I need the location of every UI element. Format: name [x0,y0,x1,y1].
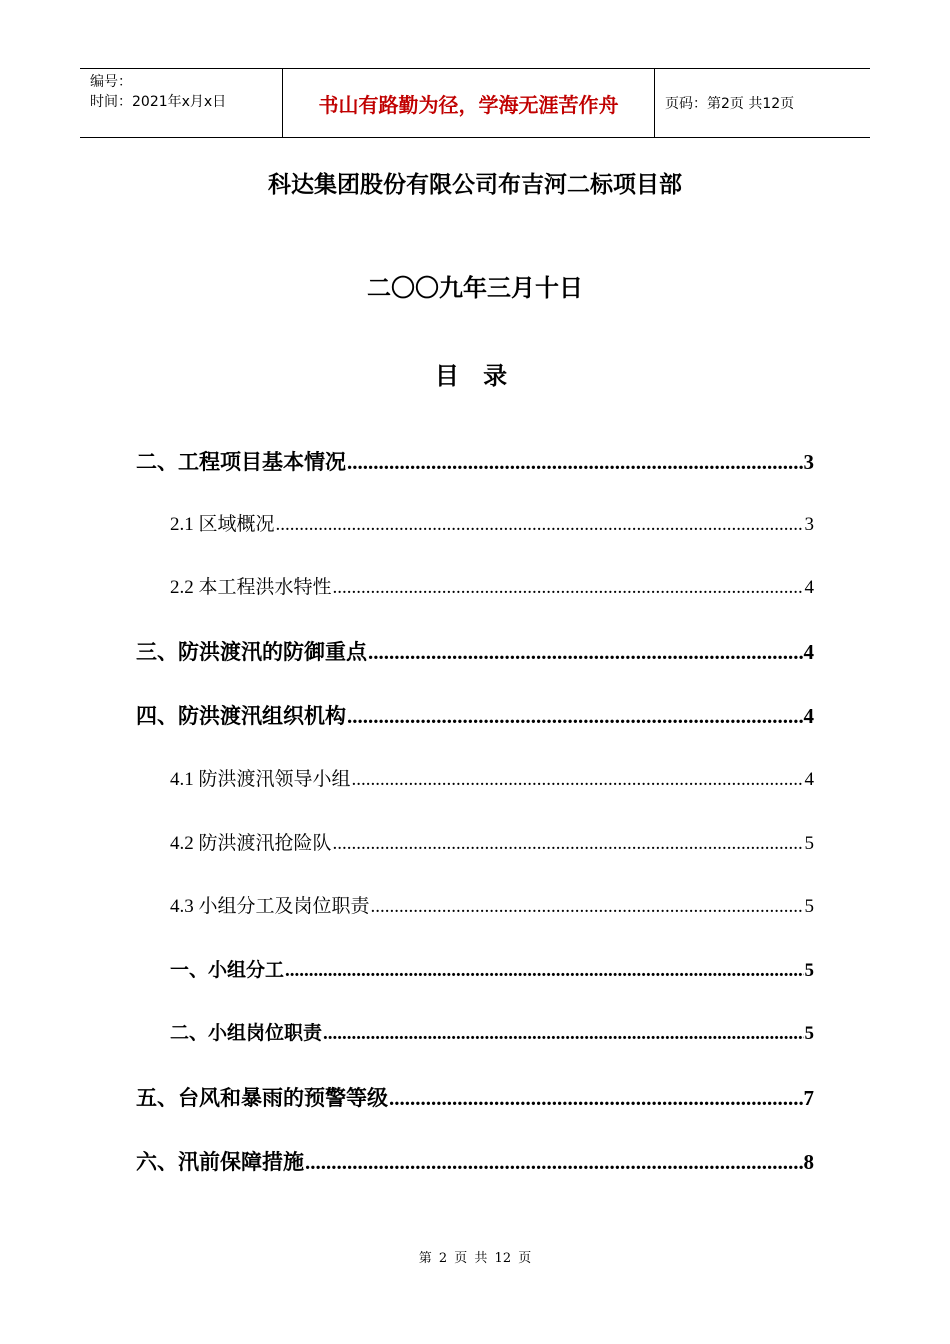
page-footer: 第 2 页 共 12 页 [418,1251,532,1266]
toc-entry[interactable] [170,509,814,536]
toc-entry[interactable] [170,572,814,599]
toc-entry-title: 六、汛前保障措施 [136,1150,304,1174]
toc-entry[interactable] [136,446,814,476]
toc-entry-page: 5 [804,1023,814,1044]
header-meta [80,69,282,137]
toc-entry[interactable] [170,1018,814,1045]
toc-leader-dots [333,577,804,599]
document-date: 二〇〇九年三月十日 [367,273,583,302]
toc-entry[interactable] [136,1146,814,1176]
toc-leader-dots [347,704,803,729]
toc-entry-page: 5 [804,960,814,981]
toc-entry-title: 二、小组岗位职责 [170,1023,323,1044]
toc-entry-page: 7 [803,1086,814,1110]
page-header [80,68,870,138]
toc-entry-page: 8 [803,1150,814,1174]
toc-title: 目 录 [434,361,516,390]
toc-entry-page: 4 [804,769,814,790]
toc-entry-title: 二、工程项目基本情况 [136,450,346,474]
toc-entry-title: 4.1 防洪渡汛领导小组 [170,769,351,790]
toc-entry[interactable] [170,828,814,855]
toc-entry-title: 一、小组分工 [170,960,285,981]
header-page-info: 页码：第2页 共12页 [665,96,795,112]
toc-entry[interactable] [136,700,814,730]
toc-entry-title: 4.3 小组分工及岗位职责 [170,896,370,917]
toc-entry[interactable] [170,891,814,918]
number-label: 编号： [90,74,132,90]
time-label: 时间：2021年x月x日 [90,94,227,110]
toc-entry-page: 4 [803,704,814,728]
toc-entry-title: 4.2 防洪渡汛抢险队 [170,833,332,854]
company-name: 科达集团股份有限公司布吉河二标项目部 [268,171,682,198]
toc-entry[interactable] [170,764,814,791]
header-motto: 书山有路勤为径，学海无涯苦作舟 [282,69,655,137]
toc-entry-page: 4 [803,640,814,664]
toc-leader-dots [323,1023,803,1045]
toc-entry[interactable] [136,1082,814,1112]
toc-entry-page: 5 [804,896,814,917]
toc-entry-page: 3 [804,514,814,535]
toc-leader-dots [371,896,804,918]
toc-entry-page: 3 [803,450,814,474]
toc-entry-title: 2.1 区域概况 [170,514,275,535]
toc-entry-title: 三、防洪渡汛的防御重点 [136,640,367,664]
toc-leader-dots [305,1150,803,1175]
toc-leader-dots [276,514,804,536]
toc-entry-title: 五、台风和暴雨的预警等级 [136,1086,388,1110]
toc-leader-dots [347,450,803,475]
toc-entry-title: 四、防洪渡汛组织机构 [136,704,346,728]
toc-leader-dots [368,640,803,665]
toc-entry-title: 2.2 本工程洪水特性 [170,577,332,598]
toc-leader-dots [333,833,804,855]
toc-entry[interactable] [136,636,814,666]
toc-entry[interactable] [170,955,814,982]
toc-entry-page: 4 [804,577,814,598]
toc-leader-dots [285,960,803,982]
toc-leader-dots [389,1086,803,1111]
toc-leader-dots [352,769,804,791]
toc-entry-page: 5 [804,833,814,854]
